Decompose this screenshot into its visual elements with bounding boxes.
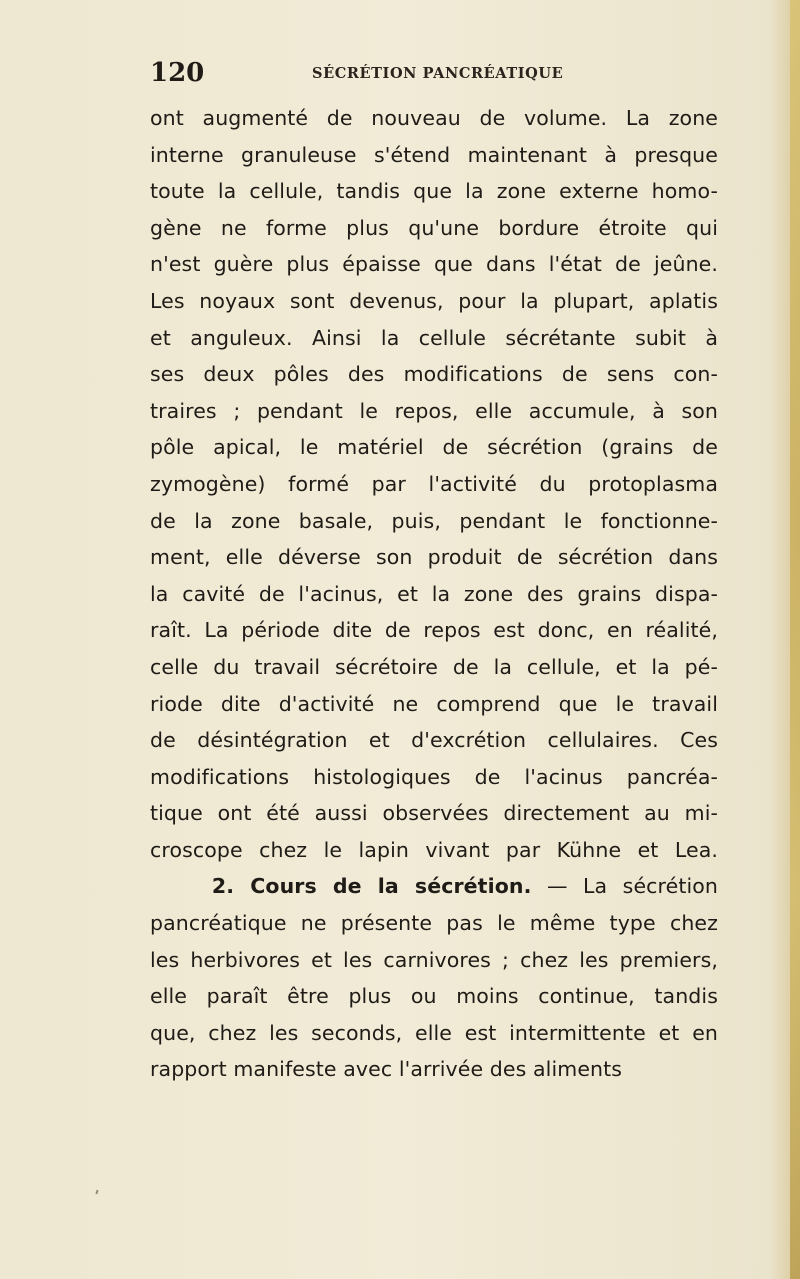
text-line: riode dite d'activité ne comprend que le travail: [150, 691, 718, 716]
text-line: gène ne forme plus qu'une bordure étroite qui: [150, 215, 718, 240]
text-line: pôle apical, le matériel de sécrétion (grains de: [150, 435, 718, 460]
text-line: traires ; pendant le repos, elle accumule, à son: [150, 398, 718, 423]
body-text: [150, 100, 718, 1088]
text-line: de désintégration et d'excrétion cellulaires. Ces: [150, 728, 718, 753]
text-line: toute la cellule, tandis que la zone externe homo-: [150, 179, 718, 204]
text-line: la cavité de l'acinus, et la zone des grains dispa-: [150, 581, 718, 606]
text-line: modifications histologiques de l'acinus pancréa-: [150, 764, 718, 789]
text-line: raît. La période dite de repos est donc, en réalité,: [150, 618, 718, 643]
text-line: de la zone basale, puis, pendant le fonctionne-: [150, 508, 718, 533]
text-line: elle paraît être plus ou moins continue, tandis: [150, 984, 718, 1009]
text-line: celle du travail sécrétoire de la cellule, et la pé-: [150, 654, 718, 679]
text-line: n'est guère plus épaisse que dans l'état de jeûne.: [150, 252, 718, 277]
section-heading-line: [150, 868, 718, 905]
page-header: [150, 58, 710, 98]
text-line: tique ont été aussi observées directement au mi-: [150, 801, 718, 826]
section-heading: 2. Cours de la sécrétion.: [211, 874, 532, 899]
text-line: ment, elle déverse son produit de sécrétion dans: [150, 545, 718, 570]
section-heading-continuation: — La sécrétion: [531, 874, 718, 899]
text-line: les herbivores et les carnivores ; chez les premiers,: [150, 947, 718, 972]
text-line: croscope chez le lapin vivant par Kühne et Lea.: [150, 837, 718, 862]
text-line: zymogène) formé par l'activité du protoplasma: [150, 471, 718, 496]
text-line: pancréatique ne présente pas le même type chez: [150, 911, 718, 936]
page-number: 120: [150, 58, 205, 88]
running-title: SÉCRÉTION PANCRÉATIQUE: [312, 65, 564, 82]
text-line: Les noyaux sont devenus, pour la plupart, aplatis: [150, 288, 718, 313]
text-line: ses deux pôles des modifications de sens con-: [150, 362, 718, 387]
ink-speck: [95, 1190, 98, 1194]
text-line: que, chez les seconds, elle est intermittente et en: [150, 1020, 718, 1045]
text-line: et anguleux. Ainsi la cellule sécrétante subit à: [150, 325, 718, 350]
text-line: interne granuleuse s'étend maintenant à presque: [150, 142, 718, 167]
page-edge-shadow: [790, 0, 800, 1279]
text-line: ont augmenté de nouveau de volume. La zone: [150, 106, 718, 130]
text-line: rapport manifeste avec l'arrivée des aliments: [150, 1057, 623, 1082]
